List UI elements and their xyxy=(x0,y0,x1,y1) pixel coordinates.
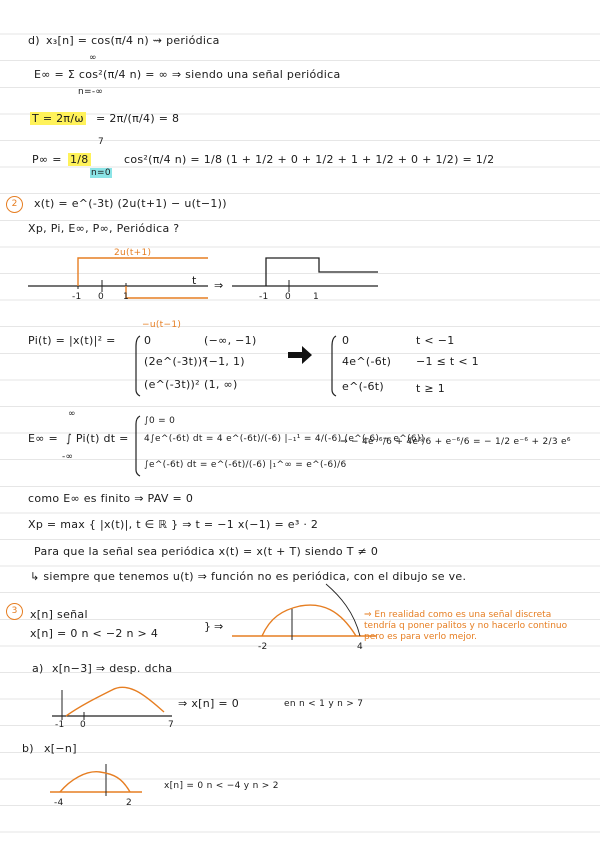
energy-int-lower: -∞ xyxy=(62,452,74,462)
pi-range-2: (−1, 1) xyxy=(204,355,245,368)
pi-result-row-1: 0 xyxy=(342,334,350,347)
graph-x-n-minus-3 xyxy=(52,687,172,720)
problem-3-def-2: x[n] = 0 n < −2 n > 4 xyxy=(30,627,159,640)
graph-result-step xyxy=(232,258,378,292)
problem-3-def-1: x[n] señal xyxy=(30,608,88,621)
energy-int-upper: ∞ xyxy=(68,409,76,419)
pi-range-1: (−∞, −1) xyxy=(204,334,257,347)
graph-tick-minus-1: -1 xyxy=(72,292,82,302)
part-b-label: b) xyxy=(22,742,34,755)
pav-statement: como E∞ es finito ⇒ PAV = 0 xyxy=(28,492,194,505)
part-a-result: ⇒ x[n] = 0 xyxy=(178,697,239,710)
problem-2-signal: x(t) = e^(-3t) (2u(t+1) − u(t−1)) xyxy=(34,197,227,210)
graph-a-tick-0: 0 xyxy=(80,720,87,730)
part-b-result: x[n] = 0 n < −4 y n > 2 xyxy=(164,781,279,791)
pi-row-2: (2e^(-3t))² xyxy=(144,355,208,368)
power-fraction: 1/8 xyxy=(70,153,89,166)
problem-3-note: ⇒ En realidad como es una señal discreta tendría q poner palitos y no hacerlo continuo pero es para verlo mejor. xyxy=(364,610,568,642)
graph-b-tick-2: 2 xyxy=(126,798,133,808)
power-sum-upper: 7 xyxy=(98,137,105,147)
graph2-tick-0: 0 xyxy=(285,292,292,302)
pi-result-range-3: t ≥ 1 xyxy=(416,382,446,395)
power-sum-lower: n=0 xyxy=(91,168,111,178)
part-a-title: x[n−3] ⇒ desp. dcha xyxy=(52,662,173,675)
graph3-tick-4: 4 xyxy=(357,642,364,652)
graph-x-n xyxy=(232,584,376,640)
section-d-label: d) xyxy=(28,34,40,47)
problem-3-implies: ⇒ xyxy=(214,620,224,633)
pi-note: −u(t−1) xyxy=(142,320,182,330)
pi-result-row-3: e^(-6t) xyxy=(342,380,384,393)
energy-result: ⇒ − 4e⁻⁶/6 + 4e⁶/6 + e⁻⁶/6 = − 1/2 e⁻⁶ + 2/3 e⁶ xyxy=(340,437,571,447)
periodicity-conclusion: ↳ siempre que tenemos u(t) ⇒ función no es periódica, con el dibujo se ve. xyxy=(30,570,467,583)
problem-2-number: 2 xyxy=(6,196,23,213)
pi-result-row-2: 4e^(-6t) xyxy=(342,355,392,368)
pi-result-range-2: −1 ≤ t < 1 xyxy=(416,355,479,368)
graph-x-minus-n xyxy=(50,764,142,796)
xp-statement: Xp = max { |x(t)|, t ∈ ℝ } ⇒ t = −1 x(−1) = e³ · 2 xyxy=(28,518,319,531)
energy-lhs: E∞ = xyxy=(28,432,59,445)
graph-a-tick-7: 7 xyxy=(168,720,175,730)
part-a-label: a) xyxy=(32,662,44,675)
section-d-definition: x₃[n] = cos(π/4 n) ⇝ periódica xyxy=(46,34,220,47)
graph3-tick-minus-2: -2 xyxy=(258,642,268,652)
power-lhs: P∞ = xyxy=(32,153,62,166)
problem-3-brace: } xyxy=(204,620,212,633)
graph-implies-arrow: ⇒ xyxy=(214,279,224,292)
energy-row-1: ∫0 = 0 xyxy=(144,416,176,426)
energy-row-2: 4∫e^(-6t) dt = 4 e^(-6t)/(-6) |₋₁¹ = 4/(-6) (e^(-6) − e^(6)) xyxy=(144,434,425,444)
period-result: = 2π/(π/4) = 8 xyxy=(96,112,180,125)
arrow-right-icon xyxy=(288,346,312,364)
energy-equation: E∞ = Σ cos²(π/4 n) = ∞ ⇒ siendo una señal periódica xyxy=(34,68,341,81)
energy-integral: ∫ Pi(t) dt = xyxy=(66,432,129,445)
graph2-tick-1: 1 xyxy=(313,292,320,302)
sum-upper-limit: ∞ xyxy=(89,53,97,63)
graph-label-2u: 2u(t+1) xyxy=(114,248,152,258)
graph-axis-t: t xyxy=(192,274,197,287)
energy-row-3: ∫e^(-6t) dt = e^(-6t)/(-6) |₁^∞ = e^(-6)/6 xyxy=(144,460,347,470)
graph-a-tick-minus-1: -1 xyxy=(55,720,65,730)
graph-2u-step xyxy=(28,258,208,298)
graph-b-tick-minus-4: -4 xyxy=(54,798,64,808)
period-formula: T = 2π/ω xyxy=(32,112,84,125)
part-b-title: x[−n] xyxy=(44,742,77,755)
periodicity-condition: Para que la señal sea periódica x(t) = x(t + T) siendo T ≠ 0 xyxy=(34,545,379,558)
sum-lower-limit: n=-∞ xyxy=(78,87,104,97)
power-equation: cos²(π/4 n) = 1/8 (1 + 1/2 + 0 + 1/2 + 1 + 1/2 + 0 + 1/2) = 1/2 xyxy=(124,153,495,166)
problem-3-number: 3 xyxy=(6,603,23,620)
graph-tick-1: 1 xyxy=(123,292,130,302)
pi-row-1: 0 xyxy=(144,334,152,347)
pi-range-3: (1, ∞) xyxy=(204,378,238,391)
part-a-condition: en n < 1 y n > 7 xyxy=(284,699,364,709)
problem-2-question: Xp, Pi, E∞, P∞, Periódica ? xyxy=(28,222,180,235)
graph-tick-0: 0 xyxy=(98,292,105,302)
graph2-tick-minus-1: -1 xyxy=(259,292,269,302)
pi-result-range-1: t < −1 xyxy=(416,334,455,347)
pi-row-3: (e^(-3t))² xyxy=(144,378,200,391)
pi-lhs: Pi(t) = |x(t)|² = xyxy=(28,334,116,347)
